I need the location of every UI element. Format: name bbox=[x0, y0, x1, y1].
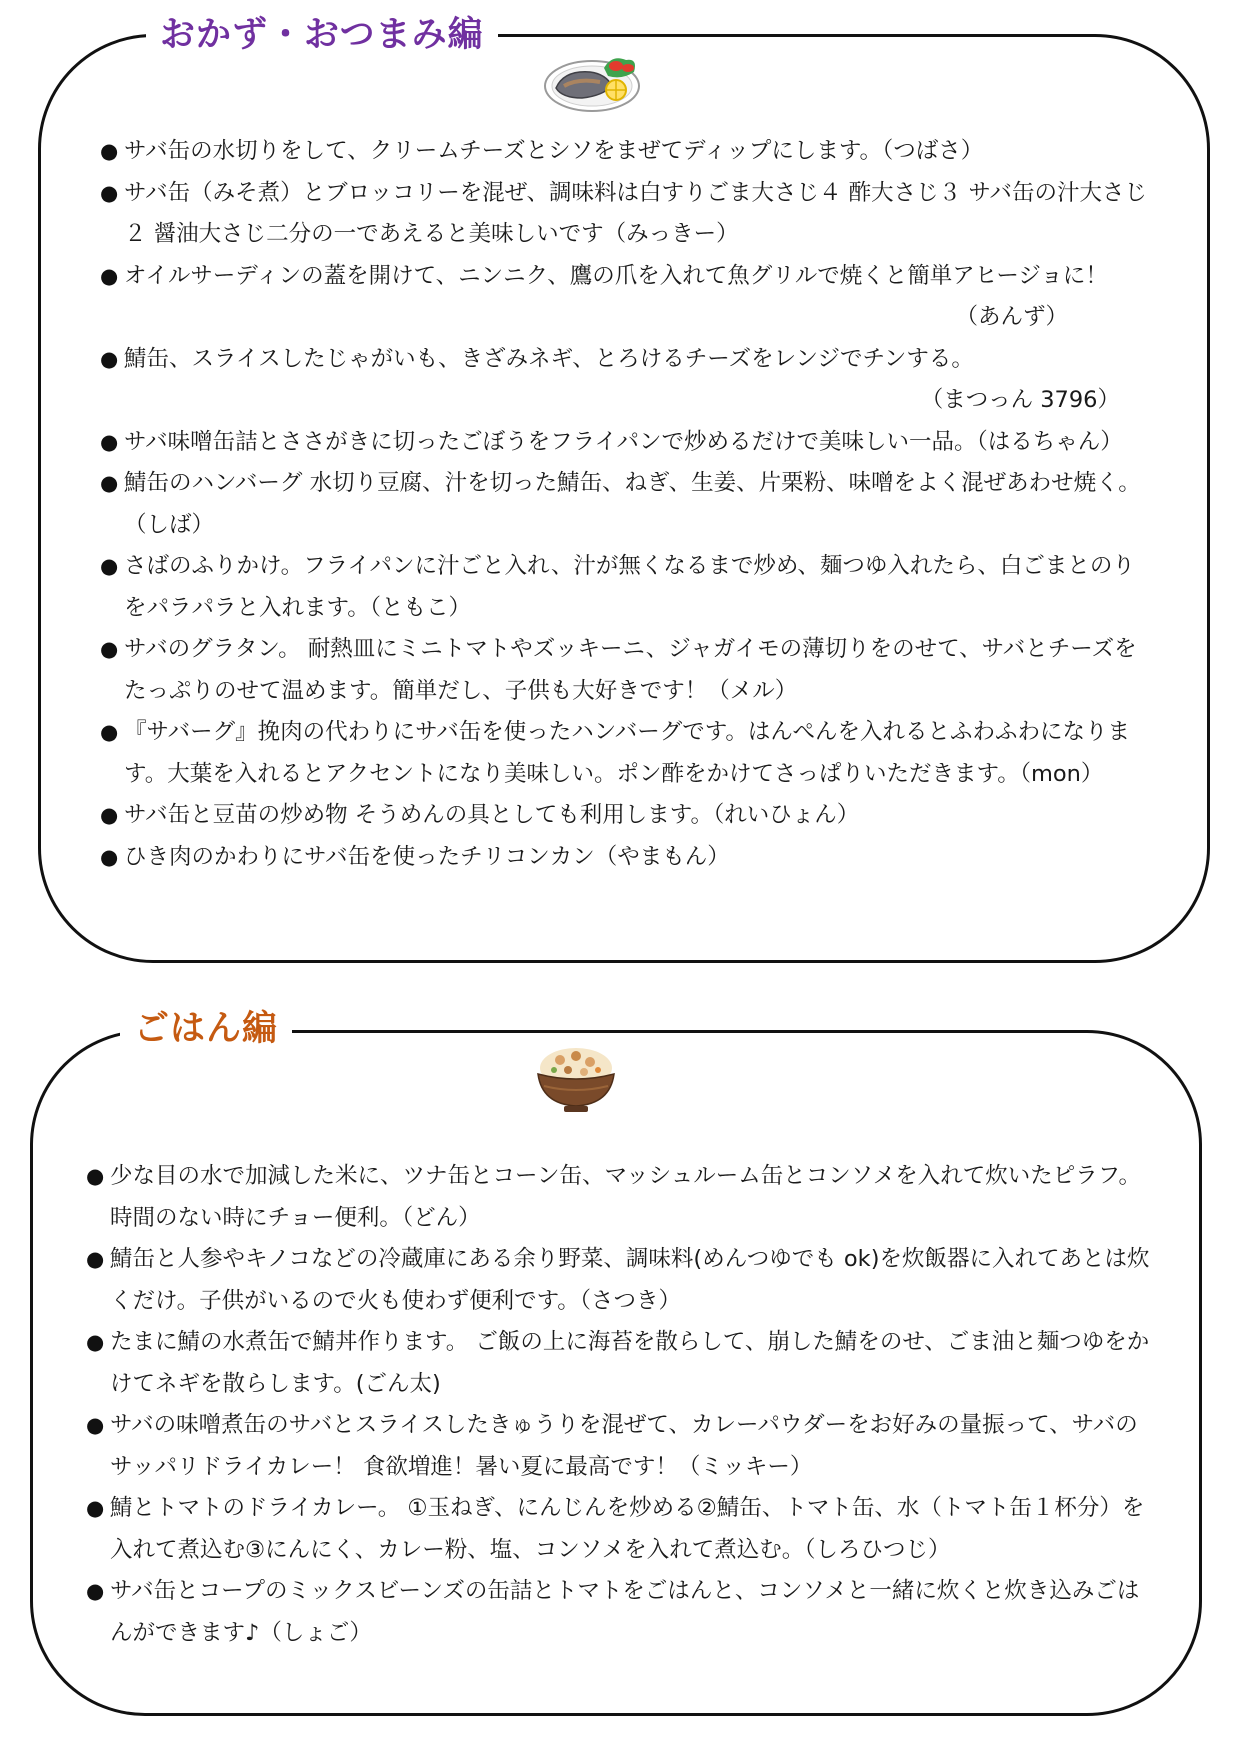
recipe-item bbox=[100, 173, 1150, 256]
recipe-text: サバ缶（みそ煮）とブロッコリーを混ぜ、調味料は白すりごま大さじ４ 酢大さじ３ サバ缶の汁大さじ２ 醤油大さじ二分の一であえると美味しいです（みっきー） bbox=[124, 179, 1147, 247]
recipe-text: ひき肉のかわりにサバ缶を使ったチリコンカン（やまもん） bbox=[124, 843, 730, 870]
recipe-text: サバ缶と豆苗の炒め物 そうめんの具としても利用します。（れいひょん） bbox=[124, 802, 860, 828]
recipe-text: サバ缶の水切りをして、クリームチーズとシソをまぜてディップにします。（つばさ） bbox=[124, 138, 984, 164]
recipe-text: サバ味噌缶詰とささがきに切ったごぼうをフライパンで炒めるだけで美味しい一品。（はるちゃん） bbox=[124, 428, 1123, 455]
recipe-item bbox=[86, 1239, 1150, 1322]
recipe-text: たまに鯖の水煮缶で鯖丼作ります。 ご飯の上に海苔を散らして、崩した鯖をのせ、ごま油と麺つゆをかけてネギを散らします。(ごん太) bbox=[110, 1329, 1150, 1397]
grilled-fish-plate-icon bbox=[542, 46, 646, 114]
recipe-item bbox=[86, 1488, 1150, 1571]
recipe-text: サバ缶とコープのミックスビーンズの缶詰とトマトをごはんと、コンソメと一緒に炊くと炊き込みごはんができます♪（しょご） bbox=[110, 1578, 1140, 1646]
recipe-item bbox=[86, 1156, 1150, 1239]
okazu-section-title: おかず・おつまみ編 bbox=[146, 18, 498, 53]
recipe-item bbox=[100, 256, 1150, 339]
gohan-section-title: ごはん編 bbox=[120, 1012, 292, 1047]
recipe-text: サバの味噌煮缶のサバとスライスしたきゅうりを混ぜて、カレーパウダーをお好みの量振って、サバのサッパリドライカレー！ 食欲増進！暑い夏に最高です！（ミッキー） bbox=[110, 1412, 1138, 1480]
okazu-recipe-list bbox=[100, 131, 1150, 878]
recipe-item bbox=[86, 1405, 1150, 1488]
recipe-item bbox=[100, 546, 1150, 629]
recipe-text: 『サバーグ』挽肉の代わりにサバ缶を使ったハンバーグです。はんぺんを入れるとふわふわになります。大葉を入れるとアクセントになり美味しい。ポン酢をかけてさっぱりいただきます。（mon） bbox=[124, 719, 1130, 787]
recipe-item bbox=[100, 339, 1150, 422]
recipe-item bbox=[100, 795, 1150, 837]
recipe-text: 鯖缶のハンバーグ 水切り豆腐、汁を切った鯖缶、ねぎ、生姜、片栗粉、味噌をよく混ぜあわせ焼く。（しば） bbox=[124, 470, 1141, 538]
recipe-text: 鯖とトマトのドライカレー。 ①玉ねぎ、にんじんを炒める②鯖缶、トマト缶、水（トマト缶１杯分）を入れて煮込む③にんにく、カレー粉、塩、コンソメを入れて煮込む。（しろひつじ） bbox=[110, 1495, 1145, 1563]
recipe-item bbox=[100, 131, 1150, 173]
recipe-text: オイルサーディンの蓋を開けて、ニンニク、鷹の爪を入れて魚グリルで焼くと簡単アヒージョに！ bbox=[124, 262, 1108, 289]
recipe-item bbox=[100, 837, 1150, 879]
gohan-recipe-list bbox=[86, 1156, 1150, 1654]
recipe-text: サバのグラタン。 耐熱皿にミニトマトやズッキーニ、ジャガイモの薄切りをのせて、サバとチーズをたっぷりのせて温めます。簡単だし、子供も大好きです！（メル） bbox=[124, 636, 1137, 704]
recipe-item bbox=[100, 463, 1150, 546]
recipe-text: 鯖缶と人参やキノコなどの冷蔵庫にある余り野菜、調味料(めんつゆでも ok)を炊飯器に入れてあとは炊くだけ。子供がいるので火も使わず便利です。（さつき） bbox=[110, 1246, 1150, 1314]
recipe-author: （まつっん 3796） bbox=[920, 387, 1120, 413]
recipe-item bbox=[86, 1322, 1150, 1405]
recipe-author: （あんず） bbox=[955, 304, 1068, 330]
recipe-text: 鯖缶、スライスしたじゃがいも、きざみネギ、とろけるチーズをレンジでチンする。 bbox=[124, 345, 974, 372]
rice-bowl-icon bbox=[530, 1040, 622, 1116]
recipe-item bbox=[100, 422, 1150, 464]
recipe-item bbox=[86, 1571, 1150, 1654]
recipe-text: さばのふりかけ。フライパンに汁ごと入れ、汁が無くなるまで炒め、麺つゆ入れたら、白ごまとのりをパラパラと入れます。（ともこ） bbox=[124, 553, 1135, 621]
recipe-item bbox=[100, 629, 1150, 712]
recipe-item bbox=[100, 712, 1150, 795]
recipe-text: 少な目の水で加減した米に、ツナ缶とコーン缶、マッシュルーム缶とコンソメを入れて炊いたピラフ。時間のない時にチョー便利。（どん） bbox=[110, 1163, 1141, 1231]
